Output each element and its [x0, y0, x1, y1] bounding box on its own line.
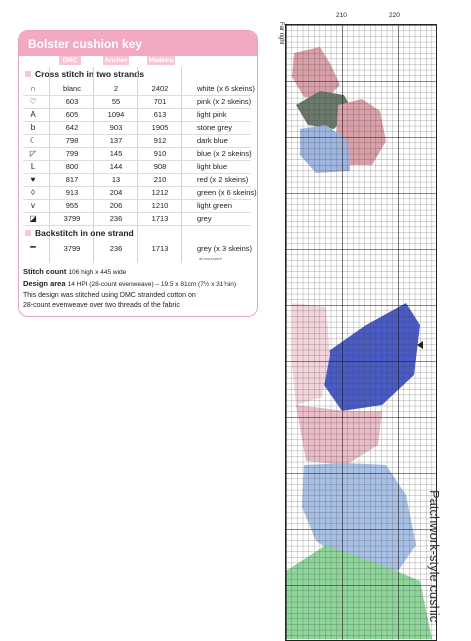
dmc-code: 798	[65, 136, 79, 145]
note-line: This design was stitched using DMC stranded cotton on	[23, 292, 196, 299]
madeira-code: 2402	[151, 84, 169, 93]
thread-row	[19, 213, 257, 225]
backstitch-section	[25, 228, 134, 238]
thread-row	[19, 200, 257, 212]
cross-stitch-heading: Cross stitch in two strands	[35, 69, 145, 79]
anchor-code: 1094	[107, 110, 125, 119]
anchor-code: 137	[109, 136, 123, 145]
madeira-code: 910	[153, 149, 167, 158]
thread-description: grey (x 3 skeins)	[197, 244, 253, 253]
madeira-code: 908	[153, 162, 167, 171]
madeira-code: 701	[153, 97, 167, 106]
anchor-code: 903	[109, 123, 123, 132]
design-area-value: 14 HPI (28-count evenweave) – 19.5 x 81cm (7½ x 31¾in)	[67, 281, 236, 288]
far-right-label: Far right	[278, 22, 284, 45]
column-number-210: 210	[336, 12, 347, 19]
column-header-anchor: Anchor	[104, 57, 128, 64]
thread-row	[19, 174, 257, 186]
thread-row	[19, 122, 257, 134]
dmc-code: 3799	[63, 244, 81, 253]
backstitch-heading: Backstitch in one strand	[35, 228, 134, 238]
column-header-dmc: DMC	[59, 56, 81, 65]
thread-row	[19, 187, 257, 199]
anchor-code: 2	[113, 84, 119, 93]
stitch-count-label: Stitch count	[23, 267, 67, 276]
design-area-label: Design area	[23, 279, 66, 288]
cross-stitch-section	[25, 69, 144, 79]
anchor-code: 236	[109, 214, 123, 223]
madeira-code: 912	[153, 136, 167, 145]
row-divider	[23, 225, 251, 226]
madeira-code: 1713	[151, 214, 169, 223]
spine-title: Patchwork-style cushic	[427, 490, 442, 623]
dmc-code: 642	[65, 123, 79, 132]
backstitch-note: all backstitch	[199, 256, 222, 261]
dmc-code: 799	[65, 149, 79, 158]
thread-symbol: ◊	[31, 188, 35, 197]
centre-arrow-icon	[417, 341, 423, 349]
thread-symbol: ◪	[29, 214, 37, 223]
chart-key-panel	[18, 30, 258, 317]
anchor-code: 144	[109, 162, 123, 171]
dmc-code: 955	[65, 201, 79, 210]
thread-symbol: ∩	[30, 84, 36, 93]
madeira-code: 210	[153, 175, 167, 184]
thread-description: green (x 6 skeins)	[197, 188, 257, 197]
thread-symbol: ◸	[29, 149, 37, 158]
cross-stitch-chart	[285, 24, 437, 641]
anchor-code: 145	[109, 149, 123, 158]
column-number-220: 220	[389, 12, 400, 19]
thread-description: light pink	[197, 110, 227, 119]
thread-row	[19, 161, 257, 173]
anchor-code: 13	[111, 175, 121, 184]
thread-row	[19, 96, 257, 108]
dmc-code: 817	[65, 175, 79, 184]
dmc-code: 605	[65, 110, 79, 119]
thread-symbol: b	[30, 123, 36, 132]
key-title: Bolster cushion key	[19, 31, 257, 56]
thread-symbol: ♥	[30, 175, 36, 184]
thread-description: blue (x 2 skeins)	[197, 149, 252, 158]
thread-symbol: ☾	[29, 136, 37, 145]
thread-row	[19, 109, 257, 121]
anchor-code: 204	[109, 188, 123, 197]
madeira-code: 613	[153, 110, 167, 119]
thread-row	[19, 148, 257, 160]
backstitch-row	[19, 243, 257, 255]
stitch-count	[23, 267, 126, 276]
madeira-code: 1210	[151, 201, 169, 210]
thread-description: pink (x 2 skeins)	[197, 97, 252, 106]
thread-description: stone grey	[197, 123, 233, 132]
column-header-madeira: Madeira	[148, 57, 174, 64]
thread-description: light green	[197, 201, 233, 210]
madeira-code: 1905	[151, 123, 169, 132]
dmc-code: 3799	[63, 214, 81, 223]
thread-row	[19, 83, 257, 95]
thread-symbol: ᒪ	[30, 162, 36, 171]
stitch-count-value: 106 high x 445 wide	[68, 269, 127, 276]
thread-symbol: v	[31, 201, 35, 210]
note-line: 28-count evenweave over two threads of the fabric	[23, 302, 180, 309]
madeira-code: 1212	[151, 188, 169, 197]
thread-symbol: ♡	[29, 97, 37, 106]
dmc-code: 913	[65, 188, 79, 197]
thread-description: light blue	[197, 162, 228, 171]
thread-description: grey	[197, 214, 212, 223]
anchor-code: 206	[109, 201, 123, 210]
thread-symbol: ━	[30, 242, 36, 252]
thread-row	[19, 135, 257, 147]
dmc-code: 603	[65, 97, 79, 106]
thread-symbol: A	[30, 110, 36, 119]
chart-grid-svg	[286, 25, 436, 640]
dmc-code: 800	[65, 162, 79, 171]
design-area	[23, 279, 236, 288]
thread-description: white (x 6 skeins)	[197, 84, 255, 93]
dmc-code: blanc	[63, 84, 81, 93]
thread-description: red (x 2 skeins)	[197, 175, 249, 184]
anchor-code: 236	[109, 244, 123, 253]
thread-description: dark blue	[197, 136, 228, 145]
anchor-code: 55	[111, 97, 121, 106]
madeira-code: 1713	[151, 244, 169, 253]
